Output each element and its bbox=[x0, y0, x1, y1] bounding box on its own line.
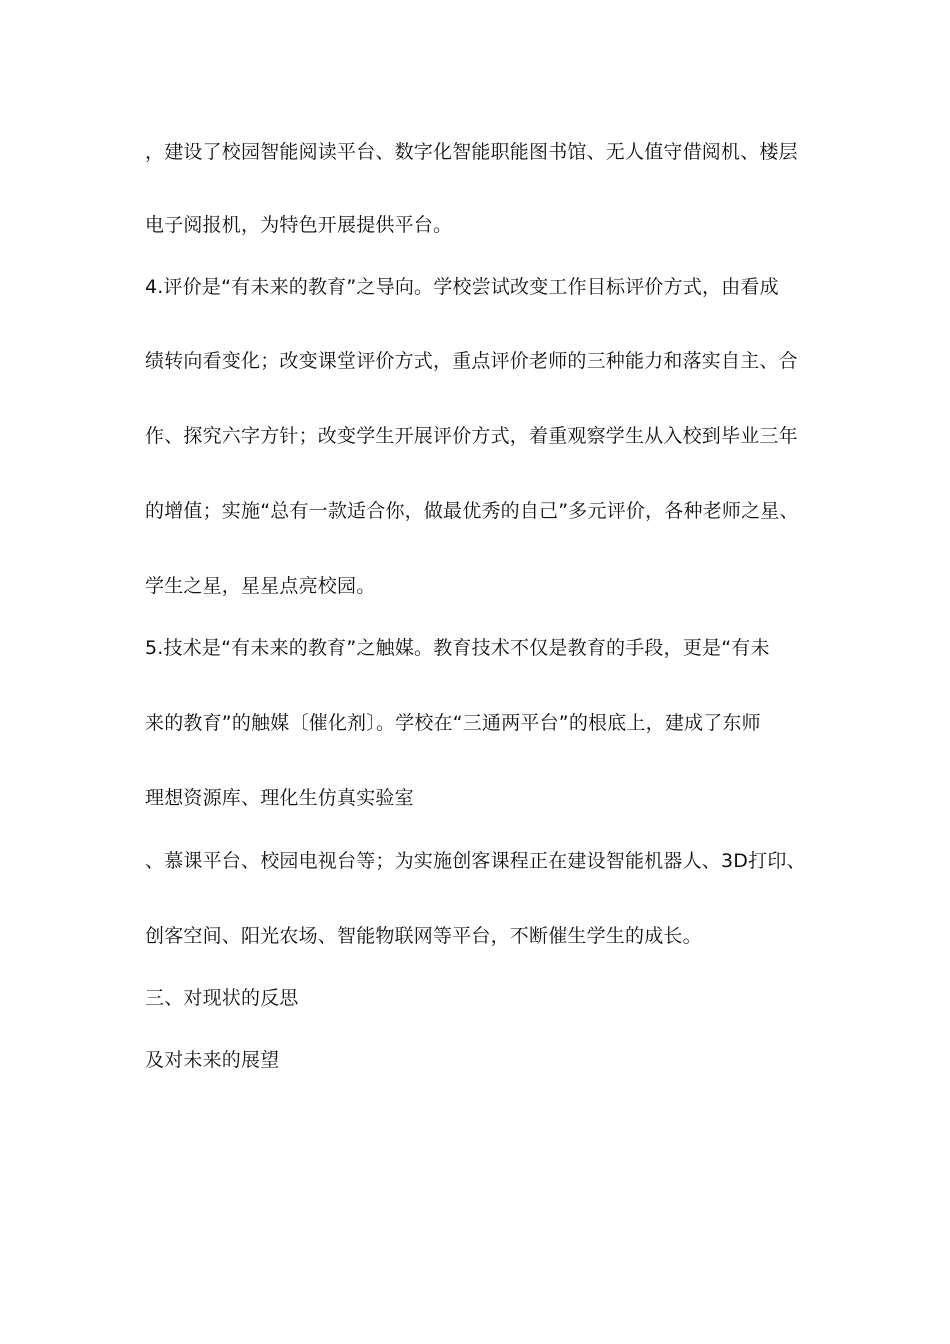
paragraph-line: ，建设了校园智能阅读平台、数字化智能职能图书馆、无人值守借阅机、楼层 bbox=[145, 141, 798, 163]
paragraph-line: 理想资源库、理化生仿真实验室 bbox=[145, 787, 414, 809]
paragraph-line: 创客空间、阳光农场、智能物联网等平台，不断催生学生的成长。 bbox=[145, 925, 702, 947]
paragraph-line: 、慕课平台、校园电视台等；为实施创客课程正在建设智能机器人、3D打印、 bbox=[145, 850, 806, 872]
paragraph-line: 电子阅报机，为特色开展提供平台。 bbox=[145, 214, 453, 236]
paragraph-line: 作、探究六字方针；改变学生开展评价方式，着重观察学生从入校到毕业三年 bbox=[145, 425, 798, 447]
section-heading-continuation: 及对未来的展望 bbox=[145, 1049, 280, 1071]
paragraph-line: 4.评价是“有未来的教育”之导向。学校尝试改变工作目标评价方式，由看成 bbox=[145, 276, 779, 298]
section-heading: 三、对现状的反思 bbox=[145, 987, 299, 1009]
paragraph-line: 绩转向看变化；改变课堂评价方式，重点评价老师的三种能力和落实自主、合 bbox=[145, 350, 798, 372]
paragraph-line: 学生之星，星星点亮校园。 bbox=[145, 575, 376, 597]
paragraph-line: 来的教育”的触媒〔催化剂〕。学校在“三通两平台”的根底上，建成了东师 bbox=[145, 712, 761, 734]
paragraph-line: 5.技术是“有未来的教育”之触媒。教育技术不仅是教育的手段，更是“有未 bbox=[145, 637, 770, 659]
paragraph-line: 的增值；实施“总有一款适合你，做最优秀的自己”多元评价，各种老师之星、 bbox=[145, 500, 799, 522]
